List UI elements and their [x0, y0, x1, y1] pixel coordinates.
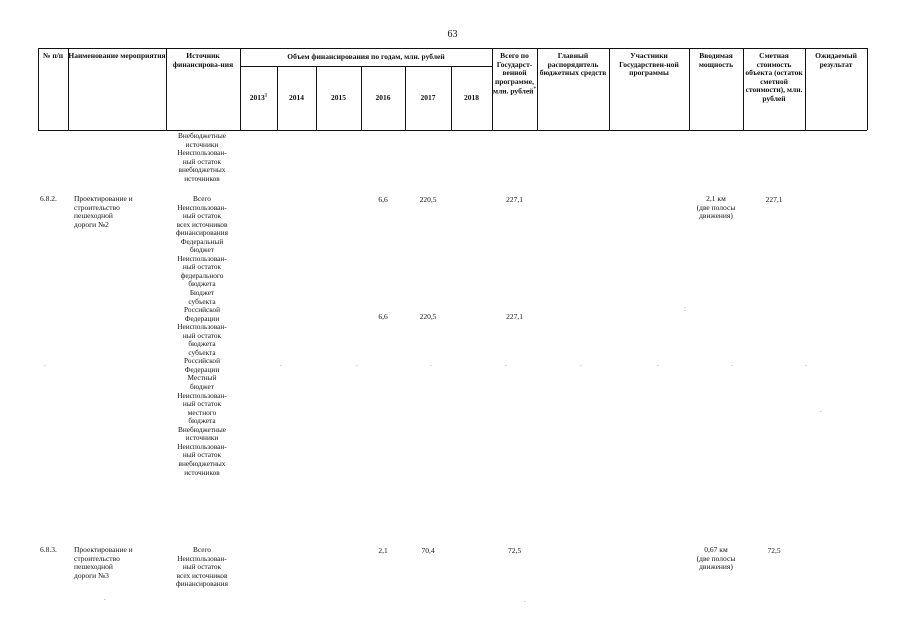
source-line: Неиспользован-	[177, 322, 227, 332]
row-number: 6.8.2.	[40, 194, 57, 203]
value-total: 227,1	[506, 312, 523, 321]
estimated-cost: 227,1	[765, 195, 783, 204]
source-line: Федерации	[184, 364, 220, 374]
source-line: Местный	[187, 373, 217, 383]
source-line: источников	[184, 173, 220, 183]
value-2016: 6,6	[378, 195, 388, 204]
header-estimated-cost: Сметная стоимость объекта (остаток сметной стоимости), млн. рублей	[745, 51, 803, 103]
source-line: Федеральный	[180, 236, 224, 246]
source-line: Неиспользован-	[177, 553, 227, 563]
source-line: Неиспользован-	[177, 390, 227, 400]
source-line: бюджета	[188, 279, 216, 289]
value-2017: 70,4	[421, 546, 435, 555]
source-line: ный остаток	[182, 262, 222, 272]
header-participants: Участники Государствен-ной программы	[619, 51, 679, 78]
header-year-2018: 2018	[464, 93, 479, 102]
header-year-2016: 2016	[375, 93, 391, 102]
source-line: Неиспользован-	[177, 202, 227, 212]
row-name: Проектирование и строительство пешеходной дороги №3	[74, 545, 133, 580]
value-2016: 2,1	[378, 546, 388, 555]
header-expected-result: Ожидаемый результат	[815, 51, 857, 69]
header-total: Всего по Государст-венной программе, млн. рублей*	[492, 51, 537, 96]
capacity: 0,67 км (две полосы движения)	[696, 545, 736, 572]
source-line: источники	[185, 139, 219, 149]
source-line: Неиспользован-	[177, 253, 227, 263]
top-sources	[166, 132, 238, 183]
header-capacity: Вводимая мощность	[698, 51, 734, 69]
source-line: ный остаток	[182, 450, 222, 460]
source-line: субъекта	[188, 347, 216, 357]
page-number: 63	[447, 29, 458, 40]
source-line: Российской	[184, 305, 220, 315]
row-sources	[166, 546, 238, 589]
header-year-2013: 2013$^1$	[249, 93, 268, 102]
source-line: Внебюджетные	[178, 131, 226, 140]
source-line: Бюджет	[189, 288, 215, 298]
source-line: источников	[184, 467, 220, 477]
source-line: федерального	[180, 270, 224, 280]
source-line: бюджет	[190, 245, 214, 255]
source-line: внебюджетных	[178, 458, 226, 468]
source-line: Всего	[193, 545, 211, 554]
source-line: Неиспользован-	[177, 148, 227, 158]
capacity: 2,1 км (две полосы движения)	[696, 194, 736, 221]
source-line: внебюджетных	[178, 165, 226, 175]
source-line: Федерации	[184, 313, 220, 323]
source-line: Всего	[193, 194, 211, 203]
estimated-cost: 72,5	[767, 546, 781, 555]
source-line: ный остаток	[182, 330, 222, 340]
header-num: № п/п	[42, 51, 64, 60]
row-number: 6.8.3.	[40, 545, 57, 554]
source-line: Неиспользован-	[177, 441, 227, 451]
source-line: источники	[185, 433, 219, 443]
value-total: 72,5	[507, 546, 522, 555]
source-line: ный остаток	[182, 399, 222, 409]
source-line: субъекта	[188, 296, 216, 306]
source-line: Внебюджетные	[178, 424, 226, 434]
header-administrator: Главный распорядитель бюджетных средств	[539, 51, 607, 78]
header-source: Источник финансирова-ния	[172, 51, 234, 69]
source-line: Российской	[184, 356, 220, 366]
source-line: ный остаток	[182, 562, 222, 572]
value-total: 227,1	[506, 195, 523, 204]
header-year-2015: 2015	[331, 93, 346, 102]
header-volume-title: Объем финансирования по годам, млн. рублей	[287, 52, 445, 61]
source-line: бюджета	[188, 339, 216, 349]
source-line: финансирования	[176, 579, 228, 589]
source-line: всех источников	[176, 570, 228, 580]
value-2016: 6,6	[378, 312, 388, 321]
source-line: финансирования	[176, 228, 228, 238]
header-year-2014: 2014	[289, 93, 304, 102]
value-2017: 220,5	[419, 312, 437, 321]
source-line: местного	[187, 407, 217, 417]
source-line: бюджета	[188, 416, 216, 426]
header-year-2017: 2017	[420, 93, 436, 102]
source-line: бюджет	[190, 382, 214, 392]
source-line: всех источников	[176, 219, 228, 229]
header-name: Наименование мероприятия	[68, 51, 166, 60]
row-name: Проектирование и строительство пешеходной дороги №2	[74, 194, 133, 229]
source-line: ный остаток	[182, 156, 222, 166]
row-sources	[166, 195, 238, 477]
value-2017: 220,5	[419, 195, 437, 204]
source-line: ный остаток	[182, 211, 222, 221]
